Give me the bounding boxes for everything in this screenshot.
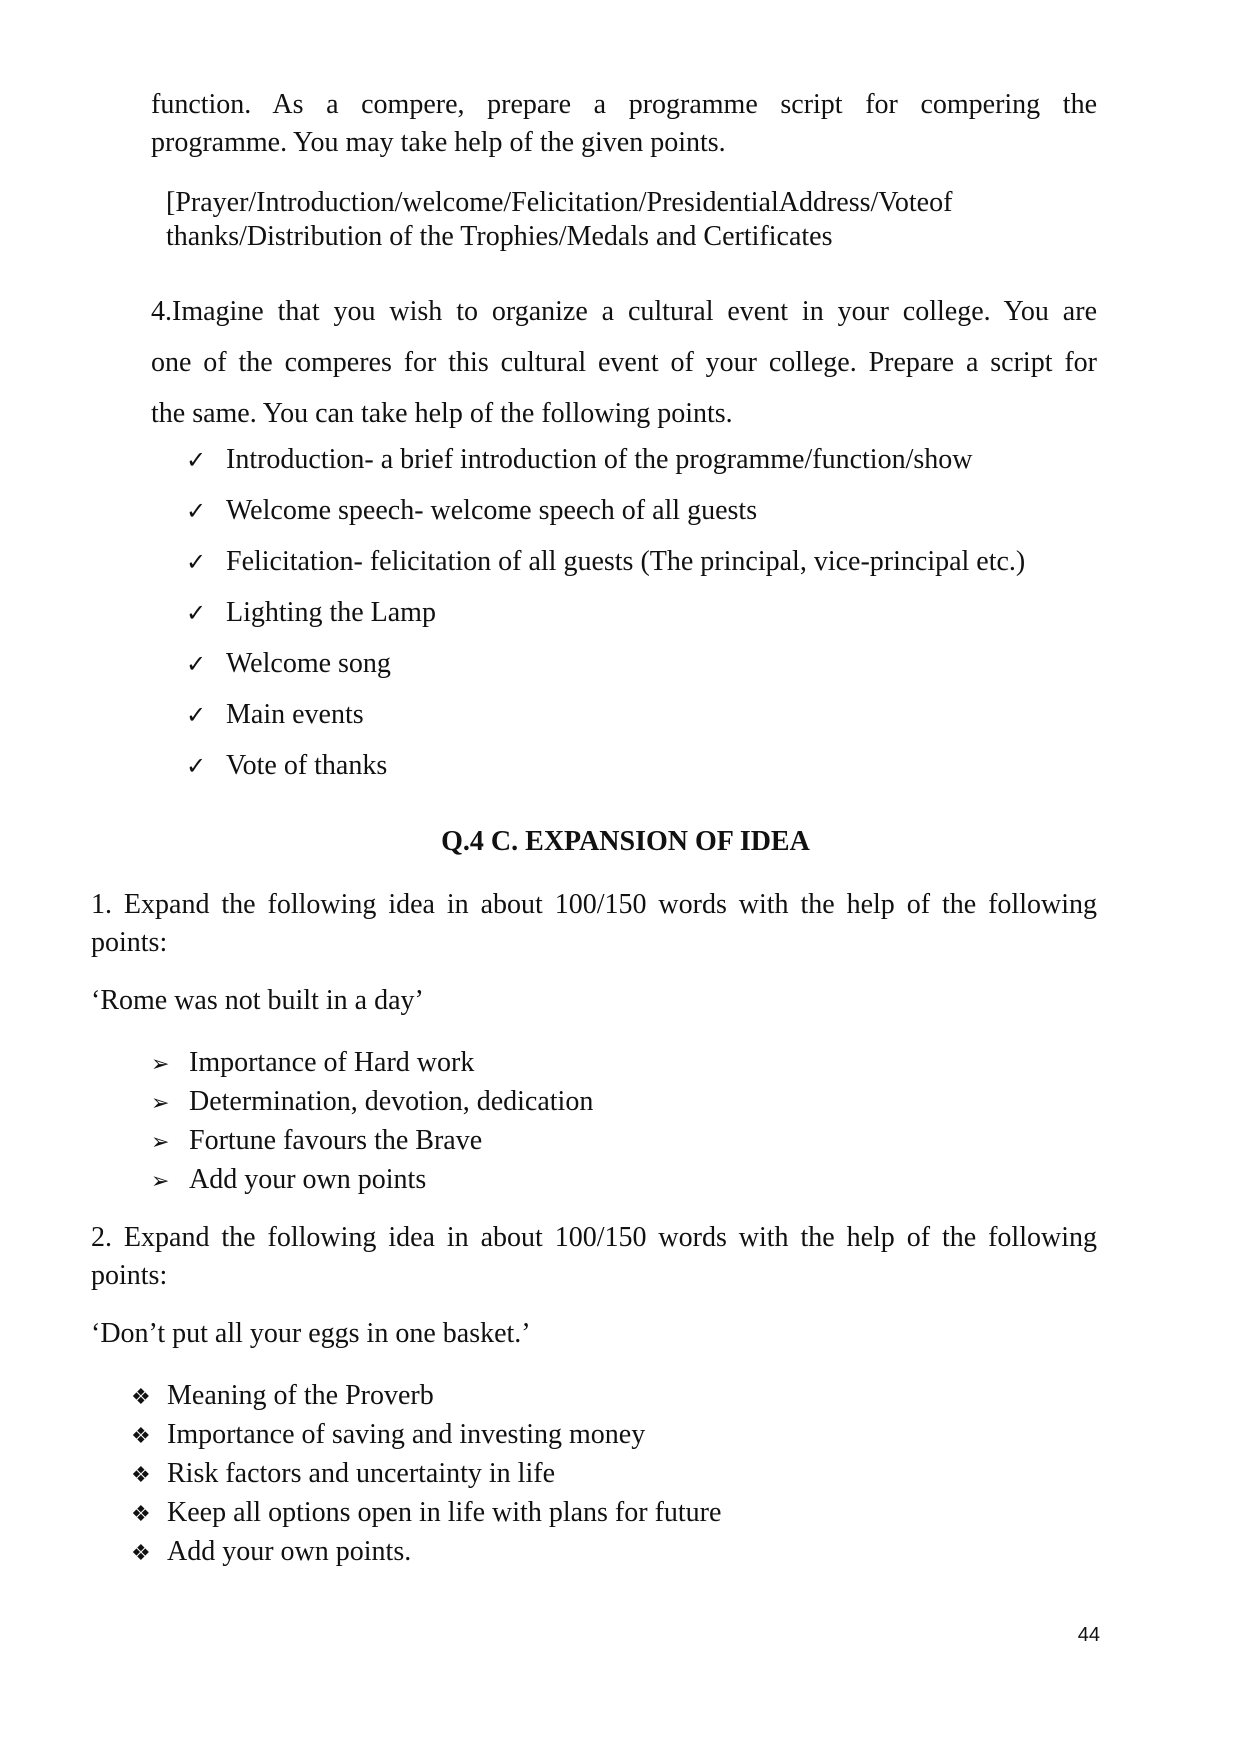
list-item-text: Fortune favours the Brave: [189, 1125, 483, 1156]
list-item-text: Felicitation- felicitation of all guests (The principal, vice-principal etc.): [226, 546, 1026, 577]
check-icon: ✓: [186, 650, 207, 678]
list-item: [131, 1415, 721, 1454]
proverb-1: ‘Rome was not built in a day’: [91, 985, 424, 1016]
diamond-bullet-list: [131, 1376, 721, 1571]
expansion-question-2: [91, 1219, 1097, 1295]
item4-line-1: 4.Imagine that you wish to organize a cultural event in your college. You are: [151, 296, 1097, 327]
list-item-text: Keep all options open in life with plans for future: [167, 1497, 722, 1528]
list-item-text: Add your own points: [189, 1164, 427, 1195]
list-item-text: Welcome song: [226, 648, 391, 679]
arrow-bullet-icon: ➢: [151, 1130, 170, 1155]
diamond-bullet-icon: ❖: [131, 1385, 151, 1410]
arrow-bullet-icon: ➢: [151, 1091, 170, 1116]
list-item: [186, 434, 1086, 485]
list-item-text: Determination, devotion, dedication: [189, 1086, 594, 1117]
list-item-text: Introduction- a brief introduction of the programme/function/show: [226, 444, 973, 475]
diamond-bullet-icon: ❖: [131, 1424, 151, 1449]
intro-paragraph: [151, 86, 1097, 162]
list-item-text: Meaning of the Proverb: [167, 1380, 434, 1411]
check-icon: ✓: [186, 752, 207, 780]
check-icon: ✓: [186, 548, 207, 576]
list-item: [131, 1493, 721, 1532]
intro-line-1: function. As a compere, prepare a programme script for compering the: [151, 89, 1097, 120]
list-item-text: Main events: [226, 699, 364, 730]
question-2-line-2: points:: [91, 1260, 168, 1291]
check-icon: ✓: [186, 701, 207, 729]
list-item: [186, 689, 1086, 740]
list-item: [186, 485, 1086, 536]
checklist: [186, 434, 1086, 791]
list-item: [151, 1121, 593, 1160]
list-item: [131, 1454, 721, 1493]
section-heading: Q.4 C. EXPANSION OF IDEA: [441, 826, 810, 857]
proverb-2: ‘Don’t put all your eggs in one basket.’: [91, 1318, 531, 1349]
question-2-line-1: 2. Expand the following idea in about 100/150 words with the help of the following: [91, 1222, 1097, 1253]
item4-line-2: one of the comperes for this cultural event of your college. Prepare a script for: [151, 347, 1097, 378]
question-1-line-1: 1. Expand the following idea in about 100/150 words with the help of the following: [91, 889, 1097, 920]
diamond-bullet-icon: ❖: [131, 1463, 151, 1488]
diamond-bullet-icon: ❖: [131, 1502, 151, 1527]
question-1-line-2: points:: [91, 927, 168, 958]
list-item-text: Vote of thanks: [226, 750, 388, 781]
check-icon: ✓: [186, 497, 207, 525]
list-item: [186, 536, 1086, 587]
arrow-bullet-icon: ➢: [151, 1169, 170, 1194]
page-number: 44: [1077, 1624, 1100, 1646]
intro-line-2: programme. You may take help of the given points.: [151, 127, 726, 158]
list-item: [131, 1532, 721, 1571]
arrow-bullet-list: [151, 1043, 593, 1199]
item4-line-3: the same. You can take help of the following points.: [151, 398, 733, 429]
list-item-text: Importance of saving and investing money: [167, 1419, 646, 1450]
given-points-bracket: [166, 186, 1066, 254]
list-item: [151, 1043, 593, 1082]
check-icon: ✓: [186, 446, 207, 474]
arrow-bullet-icon: ➢: [151, 1052, 170, 1077]
list-item: [151, 1082, 593, 1121]
bracket-line-2: thanks/Distribution of the Trophies/Medals and Certificates: [166, 221, 833, 252]
list-item-text: Lighting the Lamp: [226, 597, 436, 628]
list-item: [186, 740, 1086, 791]
list-item: [186, 587, 1086, 638]
diamond-bullet-icon: ❖: [131, 1541, 151, 1566]
list-item-text: Risk factors and uncertainty in life: [167, 1458, 555, 1489]
question-4-paragraph: [151, 286, 1097, 439]
expansion-question-1: [91, 886, 1097, 962]
list-item: [186, 638, 1086, 689]
list-item-text: Welcome speech- welcome speech of all guests: [226, 495, 758, 526]
check-icon: ✓: [186, 599, 207, 627]
list-item-text: Importance of Hard work: [189, 1047, 475, 1078]
list-item: [131, 1376, 721, 1415]
list-item: [151, 1160, 593, 1199]
bracket-line-1: [Prayer/Introduction/welcome/Felicitation/PresidentialAddress/Voteof: [166, 187, 953, 218]
list-item-text: Add your own points.: [167, 1536, 412, 1567]
